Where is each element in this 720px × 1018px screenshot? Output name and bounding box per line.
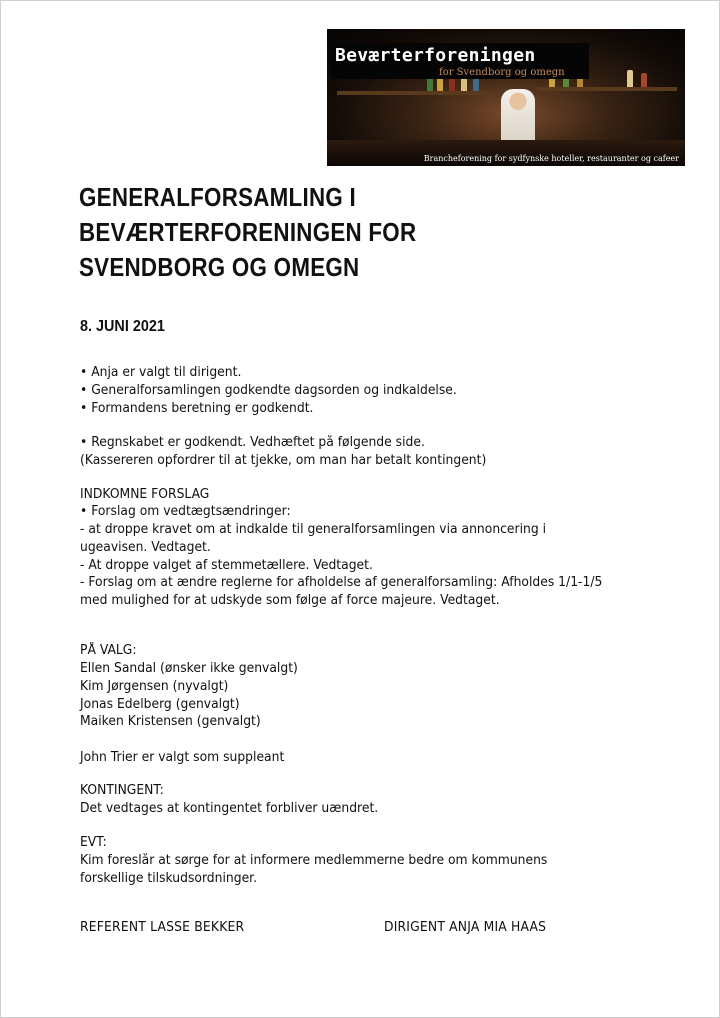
proposal-line: • Forslag om vedtægtsændringer: — [80, 504, 291, 519]
referent-signature: REFERENT LASSE BEKKER — [80, 920, 245, 935]
logo-subtitle: for Svendborg og omegn — [439, 67, 565, 78]
title-line: BEVÆRTERFORENINGEN FOR — [79, 217, 417, 247]
bottle — [627, 70, 633, 87]
misc-text: Kim foreslår at sørge for at informere medlemmerne bedre om kommunens forskellige tilskudsordninger. — [80, 853, 548, 886]
title-line: SVENDBORG OG OMEGN — [79, 252, 360, 282]
bartender-figure — [501, 89, 535, 145]
proposal-line: - At droppe valget af stemmetællere. Vedtaget. — [80, 558, 373, 573]
dirigent-signature: DIRIGENT ANJA MIA HAAS — [384, 920, 547, 935]
bottle — [641, 73, 647, 87]
meeting-date: 8. JUNI 2021 — [80, 318, 165, 335]
election-heading: PÅ VALG: — [80, 643, 137, 658]
candidate: Kim Jørgensen (nyvalgt) — [80, 679, 229, 694]
bullet-item: • Formandens beretning er godkendt. — [80, 401, 314, 416]
proposal-line: - Forslag om at ændre reglerne for afholdelse af generalforsamling: Afholdes 1/1-1/5 med mulighed for at udskyde som følge af force majeure. Vedtaget. — [80, 575, 603, 608]
bar-shelf — [537, 87, 677, 91]
misc-heading: EVT: — [80, 835, 107, 850]
substitute-text: John Trier er valgt som suppleant — [80, 750, 285, 765]
candidate: Ellen Sandal (ønsker ikke genvalgt) — [80, 661, 298, 676]
header-banner-image — [327, 29, 685, 166]
accounts-bullet: • Regnskabet er godkendt. Vedhæftet på følgende side. — [80, 435, 425, 450]
banner-tagline: Brancheforening for sydfynske hoteller, restauranter og cafeer — [423, 154, 679, 163]
document-title — [79, 180, 526, 285]
bottle — [449, 77, 455, 91]
candidate: Maiken Kristensen (genvalgt) — [80, 714, 261, 729]
fee-text: Det vedtages at kontingentet forbliver uændret. — [80, 801, 379, 816]
bullet-item: • Generalforsamlingen godkendte dagsorden og indkaldelse. — [80, 383, 457, 398]
bar-shelf — [337, 91, 487, 95]
proposal-line: - at droppe kravet om at indkalde til generalforsamlingen via annoncering i ugeavisen. Vedtaget. — [80, 522, 547, 555]
title-line: GENERALFORSAMLING I — [79, 182, 356, 212]
proposals-heading: INDKOMNE FORSLAG — [80, 487, 210, 502]
candidate: Jonas Edelberg (genvalgt) — [80, 697, 240, 712]
logo-title: Beværterforeningen — [335, 45, 536, 66]
accounts-note: (Kassereren opfordrer til at tjekke, om man har betalt kontingent) — [80, 453, 487, 468]
bullet-item: • Anja er valgt til dirigent. — [80, 365, 242, 380]
fee-heading: KONTINGENT: — [80, 783, 164, 798]
